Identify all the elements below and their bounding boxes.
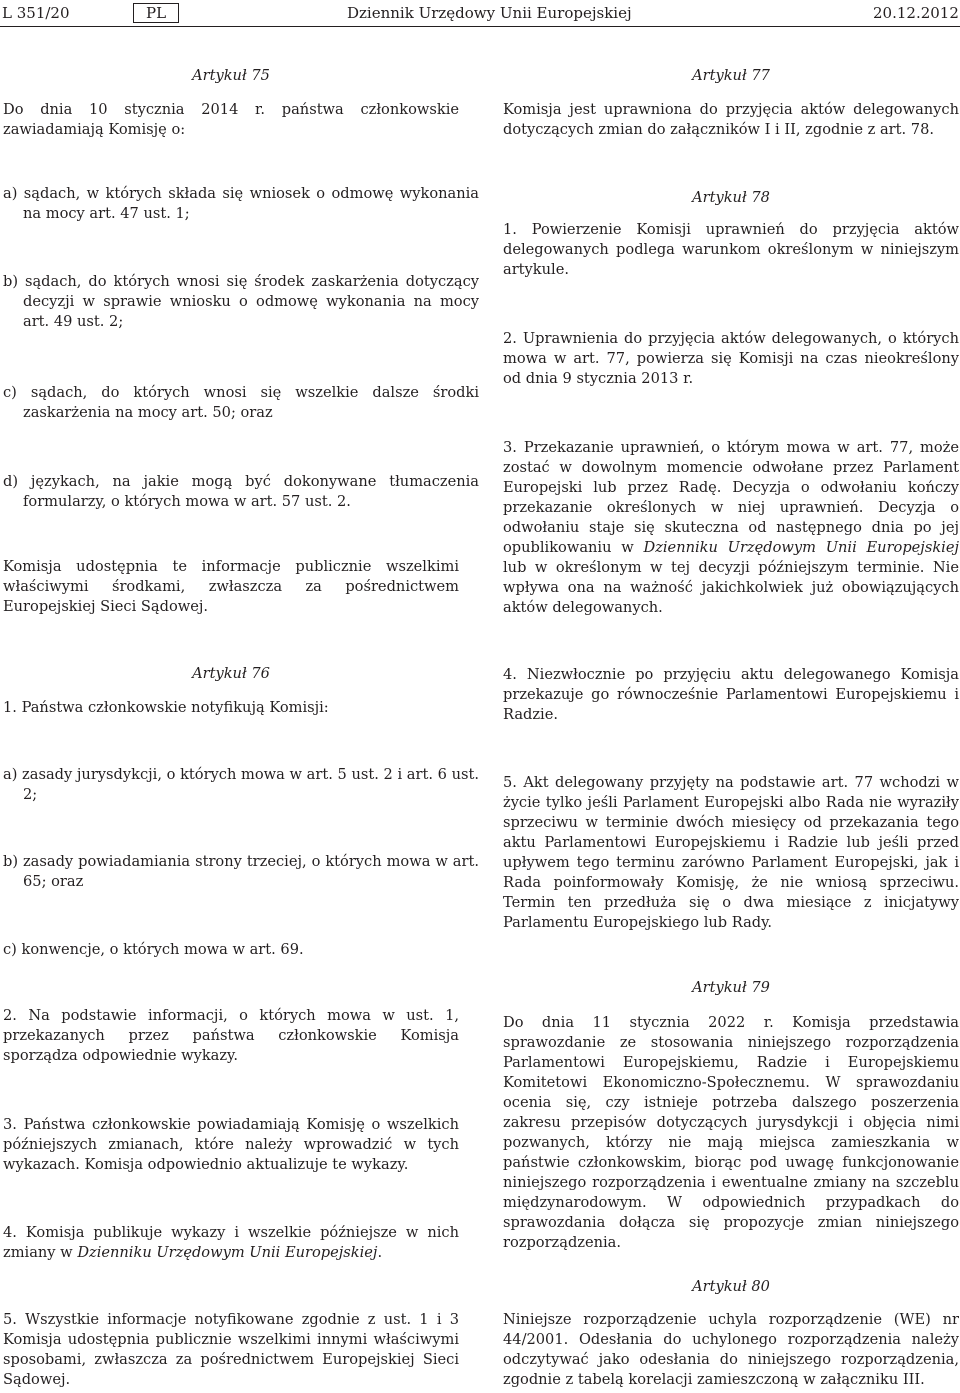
- article-78-para-5: 5. Akt delegowany przyjęty na podstawie art. 77 wchodzi w życie tylko jeśli Parlament Europejski albo Rada nie wyraziły sprzeciwu w terminie dwóch miesięcy od przekazania tego aktu Parlamentowi Europejskiemu i Radzie lub jeśli przed upływem tego terminu zarówno Parlament Europejski, jak i Rada poinformowały Komisję, że nie wniosą sprzeciwu. Termin ten przedłuża się o dwa miesiące z inicjatywy Parlamentu Europejskiego lub Rady.: [503, 774, 959, 931]
- page-reference: L 351/20: [2, 4, 70, 22]
- article-80-text: Niniejsze rozporządzenie uchyla rozporządzenie (WE) nr 44/2001. Odesłania do uchylonego rozporządzenia należy odczytywać jako odesłania do niniejszego rozporządzenia, zgodnie z tabelą korelacji zamieszczoną w załączniku III.: [503, 1311, 959, 1388]
- article-80-heading: Artykuł 80: [692, 1278, 770, 1295]
- article-78-para-3-text: 3. Przekazanie uprawnień, o którym mowa w art. 77, może zostać w dowolnym momencie odwołane przez Parlament Europejski lub przez Radę. Decyzja o odwołaniu kończy przekazanie określonych w niej uprawnień. Decyzja o odwołaniu staje się skuteczna od następnego dnia po jej opublikowaniu w: [503, 439, 959, 556]
- article-75-item-c: c) sądach, do których wnosi się wszelkie dalsze środki zaskarżenia na mocy art. 50; oraz: [3, 384, 479, 421]
- article-79-heading: Artykuł 79: [692, 979, 770, 996]
- header-rule: [0, 26, 960, 27]
- journal-title: Dziennik Urzędowy Unii Europejskiej: [347, 4, 632, 22]
- article-76-item-a: a) zasady jurysdykcji, o których mowa w art. 5 ust. 2 i art. 6 ust. 2;: [3, 766, 479, 803]
- journal-name-italic: Dzienniku Urzędowym Unii Europejskiej: [77, 1244, 378, 1261]
- issue-date: 20.12.2012: [873, 4, 959, 22]
- article-78-para-1: 1. Powierzenie Komisji uprawnień do przyjęcia aktów delegowanych podlega warunkom określonym w niniejszym artykule.: [503, 221, 959, 278]
- article-75-intro: Do dnia 10 stycznia 2014 r. państwa członkowskie zawiadamiają Komisję o:: [3, 101, 459, 138]
- journal-name-italic: Dzienniku Urzędowym Unii Europejskiej: [643, 539, 959, 556]
- article-79-text: Do dnia 11 stycznia 2022 r. Komisja przedstawia sprawozdanie ze stosowania niniejszego rozporządzenia Parlamentowi Europejskiemu, Radzie i Europejskiemu Komitetowi Ekonomiczno-Społecznemu. W sprawozdaniu ocenia się, czy istnieje potrzeba dalszego poszerzenia zakresu przepisów dotyczących jurysdykcji i objęcia nimi pozwanych, którzy nie mają miejsca zamieszkania w państwie członkowskim, biorąc pod uwagę funkcjonowanie niniejszego rozporządzenia i ewentualne zmiany na szczeblu międzynarodowym. W odpowiednich przypadkach do sprawozdania dołącza się propozycje zmian niniejszego rozporządzenia.: [503, 1014, 959, 1251]
- article-75-closing: Komisja udostępnia te informacje publicznie wszelkimi właściwymi środkami, zwłaszcza za pośrednictwem Europejskiej Sieci Sądowej.: [3, 558, 459, 615]
- article-75-item-b: b) sądach, do których wnosi się środek zaskarżenia dotyczący decyzji w sprawie wniosku o odmowę wykonania na mocy art. 49 ust. 2;: [3, 273, 479, 330]
- article-77-heading: Artykuł 77: [692, 67, 770, 84]
- language-badge: PL: [133, 3, 179, 23]
- article-76-para-3: 3. Państwa członkowskie powiadamiają Komisję o wszelkich późniejszych zmianach, które należy wprowadzić w tych wykazach. Komisja odpowiednio aktualizuje te wykazy.: [3, 1116, 459, 1173]
- article-76-para-4-end: .: [377, 1244, 383, 1261]
- article-78-para-3: [503, 438, 959, 618]
- article-77-text: Komisja jest uprawniona do przyjęcia aktów delegowanych dotyczących zmian do załączników I i II, zgodnie z art. 78.: [503, 101, 959, 138]
- article-75-item-a: a) sądach, w których składa się wniosek o odmowę wykonania na mocy art. 47 ust. 1;: [3, 185, 479, 222]
- article-76-item-b: b) zasady powiadamiania strony trzeciej, o których mowa w art. 65; oraz: [3, 853, 479, 890]
- article-78-para-2: 2. Uprawnienia do przyjęcia aktów delegowanych, o których mowa w art. 77, powierza się Komisji na czas nieokreślony od dnia 9 stycznia 2013 r.: [503, 330, 959, 387]
- article-76-para-4-text: 4. Komisja publikuje wykazy i wszelkie późniejsze w nich zmiany w: [3, 1224, 459, 1261]
- article-76-para-5: 5. Wszystkie informacje notyfikowane zgodnie z ust. 1 i 3 Komisja udostępnia publicznie wszelkimi innymi właściwymi sposobami, zwłaszcza za pośrednictwem Europejskiej Sieci Sądowej.: [3, 1311, 459, 1388]
- page-header: [0, 0, 960, 26]
- article-76-para-2: 2. Na podstawie informacji, o których mowa w ust. 1, przekazanych przez państwa członkowskie Komisja sporządza odpowiednie wykazy.: [3, 1007, 459, 1064]
- article-75-item-d: d) językach, na jakie mogą być dokonywane tłumaczenia formularzy, o których mowa w art. 57 ust. 2.: [3, 473, 479, 510]
- article-76-para-4: [3, 1223, 459, 1263]
- article-78-para-4: 4. Niezwłocznie po przyjęciu aktu delegowanego Komisja przekazuje go równocześnie Parlamentowi Europejskiemu i Radzie.: [503, 666, 959, 723]
- article-76-para-1: 1. Państwa członkowskie notyfikują Komisji:: [3, 699, 329, 716]
- article-75-heading: Artykuł 75: [192, 67, 270, 84]
- article-76-item-c: c) konwencje, o których mowa w art. 69.: [3, 941, 304, 958]
- article-78-heading: Artykuł 78: [692, 189, 770, 206]
- article-78-para-3-end: lub w określonym w tej decyzji późniejszym terminie. Nie wpływa ona na ważność jakichkolwiek już obowiązujących aktów delegowanych.: [503, 559, 959, 616]
- article-76-heading: Artykuł 76: [192, 665, 270, 682]
